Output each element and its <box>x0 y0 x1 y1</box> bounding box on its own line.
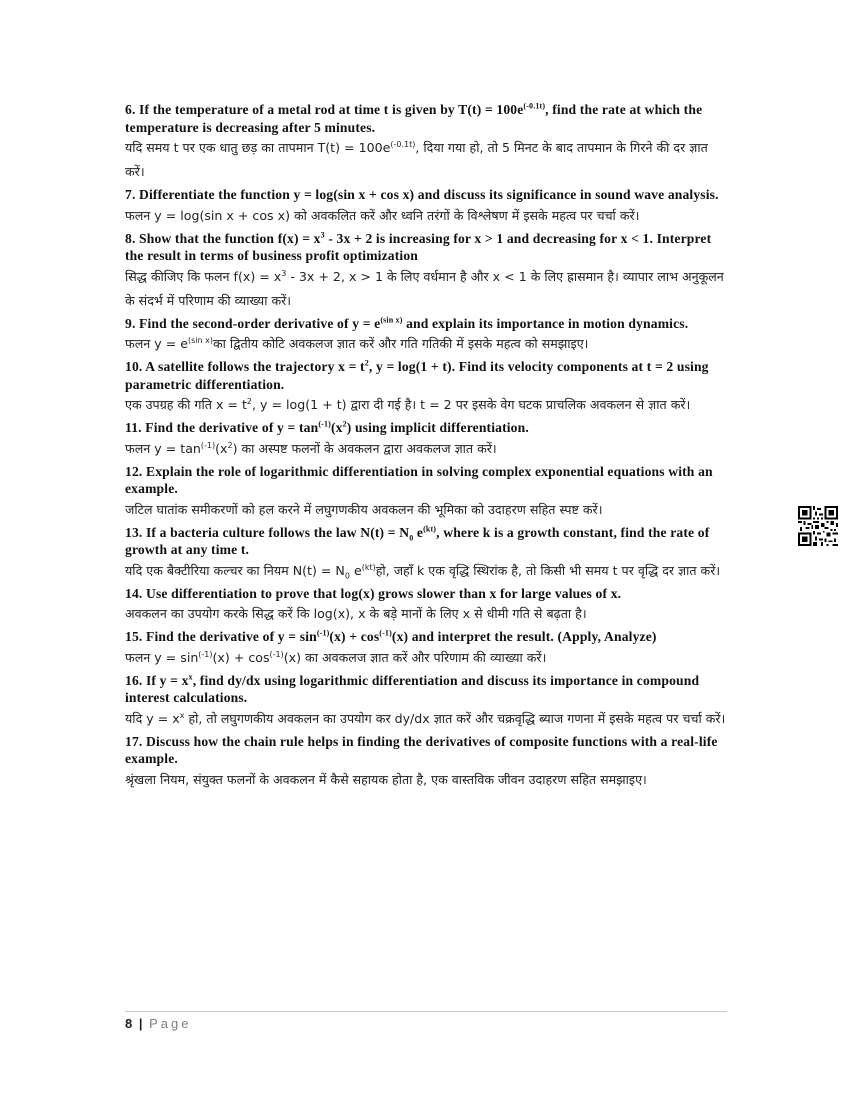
question-15-hindi: फलन $y = \sin^{(-1)}(x) + \cos^{(-1)}(x)$ का अवकलज ज्ञात करें और परिणाम की व्याख्या करें। <box>125 649 547 665</box>
question-16-hindi: यदि $y = x^x$ हो, तो लघुगणकीय अवकलन का उपयोग कर dy/dx ज्ञात करें और चक्रवृद्धि ब्याज गणना में इसके महत्व पर चर्चा करें। <box>125 710 726 726</box>
question-14-hindi: अवकलन का उपयोग करके सिद्ध करें कि log(x), x के बड़े मानों के लिए x से धीमी गति से बढ़ता है। <box>125 606 587 621</box>
question-list <box>125 101 730 794</box>
question-13 <box>125 524 730 583</box>
qr-code-icon <box>798 506 838 546</box>
question-17 <box>125 733 730 792</box>
question-8-english: 8. Show that the function $f(x) = x^3 - 3x + 2$ is increasing for x > 1 and decreasing for x < 1. Interpret the result in terms of business profit optimization <box>125 229 712 263</box>
footer-divider <box>125 1011 727 1012</box>
footer-separator: | <box>138 1016 143 1031</box>
question-10 <box>125 358 730 417</box>
question-7 <box>125 186 730 228</box>
question-9-english: 9. Find the second-order derivative of $y = e^{(sin x)}$ and explain its importance in motion dynamics. <box>125 314 689 331</box>
question-17-hindi: श्रृंखला नियम, संयुक्त फलनों के अवकलन में कैसे सहायक होता है, एक वास्तविक जीवन उदाहरण सहित समझाइए। <box>125 771 647 787</box>
question-15-english: 15. Find the derivative of $y = \sin^{(-1)}(x) + \cos^{(-1)}(x)$ and interpret the result. (Apply, Analyze) <box>125 628 657 644</box>
question-6-english: 6. If the temperature of a metal rod at time t is given by $T(t) = 100e^{(-0.1t)}$, find the rate at which the temperature is decreasing after 5 minutes. <box>125 101 703 135</box>
question-17-english: 17. Discuss how the chain rule helps in finding the derivatives of composite functions with a real-life example. <box>125 733 718 766</box>
question-10-hindi: एक उपग्रह की गति $x = t^2$, y = log(1 + t) द्वारा दी गई है। t = 2 पर इसके वेग घटक प्राचलिक अवकलन से ज्ञात करें। <box>125 396 691 412</box>
question-11 <box>125 419 730 461</box>
question-15 <box>125 628 730 670</box>
question-14-english: 14. Use differentiation to prove that log(x) grows slower than x for large values of x. <box>125 585 622 601</box>
page-label: Page <box>149 1016 192 1031</box>
question-7-english: 7. Differentiate the function y = log(sin x + cos x) and discuss its significance in sound wave analysis. <box>125 187 719 202</box>
question-11-english: 11. Find the derivative of $y = \tan^{(-1)}(x^2)$ using implicit differentiation. <box>125 419 529 435</box>
question-6-hindi: यदि समय t पर एक धातु छड़ का तापमान $T(t) = 100e^{(-0.1t)}$, दिया गया हो, तो 5 मिनट के बाद तापमान के गिरने की दर ज्ञात करें। <box>125 139 708 179</box>
question-6 <box>125 101 730 184</box>
question-9 <box>125 315 730 357</box>
question-7-hindi: फलन y = log(sin x + cos x) को अवकलित करें और ध्वनि तरंगों के विश्लेषण में इसके महत्व पर चर्चा करें। <box>125 207 640 223</box>
question-12 <box>125 463 730 522</box>
page-footer <box>125 1016 192 1031</box>
question-14 <box>125 585 730 627</box>
question-13-english: 13. If a bacteria culture follows the law $N(t) = N_0$ $e^{(kt)}$, where k is a growth constant, find the rate of growth at any time t. <box>125 523 710 557</box>
question-8 <box>125 230 730 313</box>
question-13-hindi: यदि एक बैक्टीरिया कल्चर का नियम $N(t) = N_0$ $e^{(kt)}हो$, जहाँ k एक वृद्धि स्थिरांक है, तो किसी भी समय t पर वृद्धि दर ज्ञात करें। <box>125 562 721 581</box>
question-10-english: 10. A satellite follows the trajectory $x = t^2$, y = log(1 + t). Find its velocity components at t = 2 using parametric differentiation. <box>125 358 709 392</box>
question-12-hindi: जटिल घातांक समीकरणों को हल करने में लघुगणकीय अवकलन की भूमिका को उदाहरण सहित स्पष्ट करें। <box>125 501 603 517</box>
question-11-hindi: फलन $y = \tan^{(-1)}(x^2)$ का अस्पष्ट फलनों के अवकलन द्वारा अवकलज ज्ञात करें। <box>125 440 497 456</box>
question-8-hindi: सिद्ध कीजिए कि फलन $f(x) = x^3 - 3x + 2$, x > 1 के लिए वर्धमान है और x < 1 के लिए ह्रासमान है। व्यापार लाभ अनुकूलन के संदर्भ में परिणाम की व्याख्या करें। <box>125 268 724 308</box>
question-12-english: 12. Explain the role of logarithmic differentiation in solving complex exponential equations with an example. <box>125 463 713 496</box>
question-16 <box>125 672 730 731</box>
page-number: 8 <box>125 1016 133 1031</box>
question-16-english: 16. If $y = x^x$, find dy/dx using logarithmic differentiation and discuss its importance in compound interest calculations. <box>125 671 700 705</box>
question-9-hindi: फलन $y = e^{(sin x)}का$ द्वितीय कोटि अवकलज ज्ञात करें और गति गतिकी में इसके महत्व को समझाइए। <box>125 335 589 351</box>
